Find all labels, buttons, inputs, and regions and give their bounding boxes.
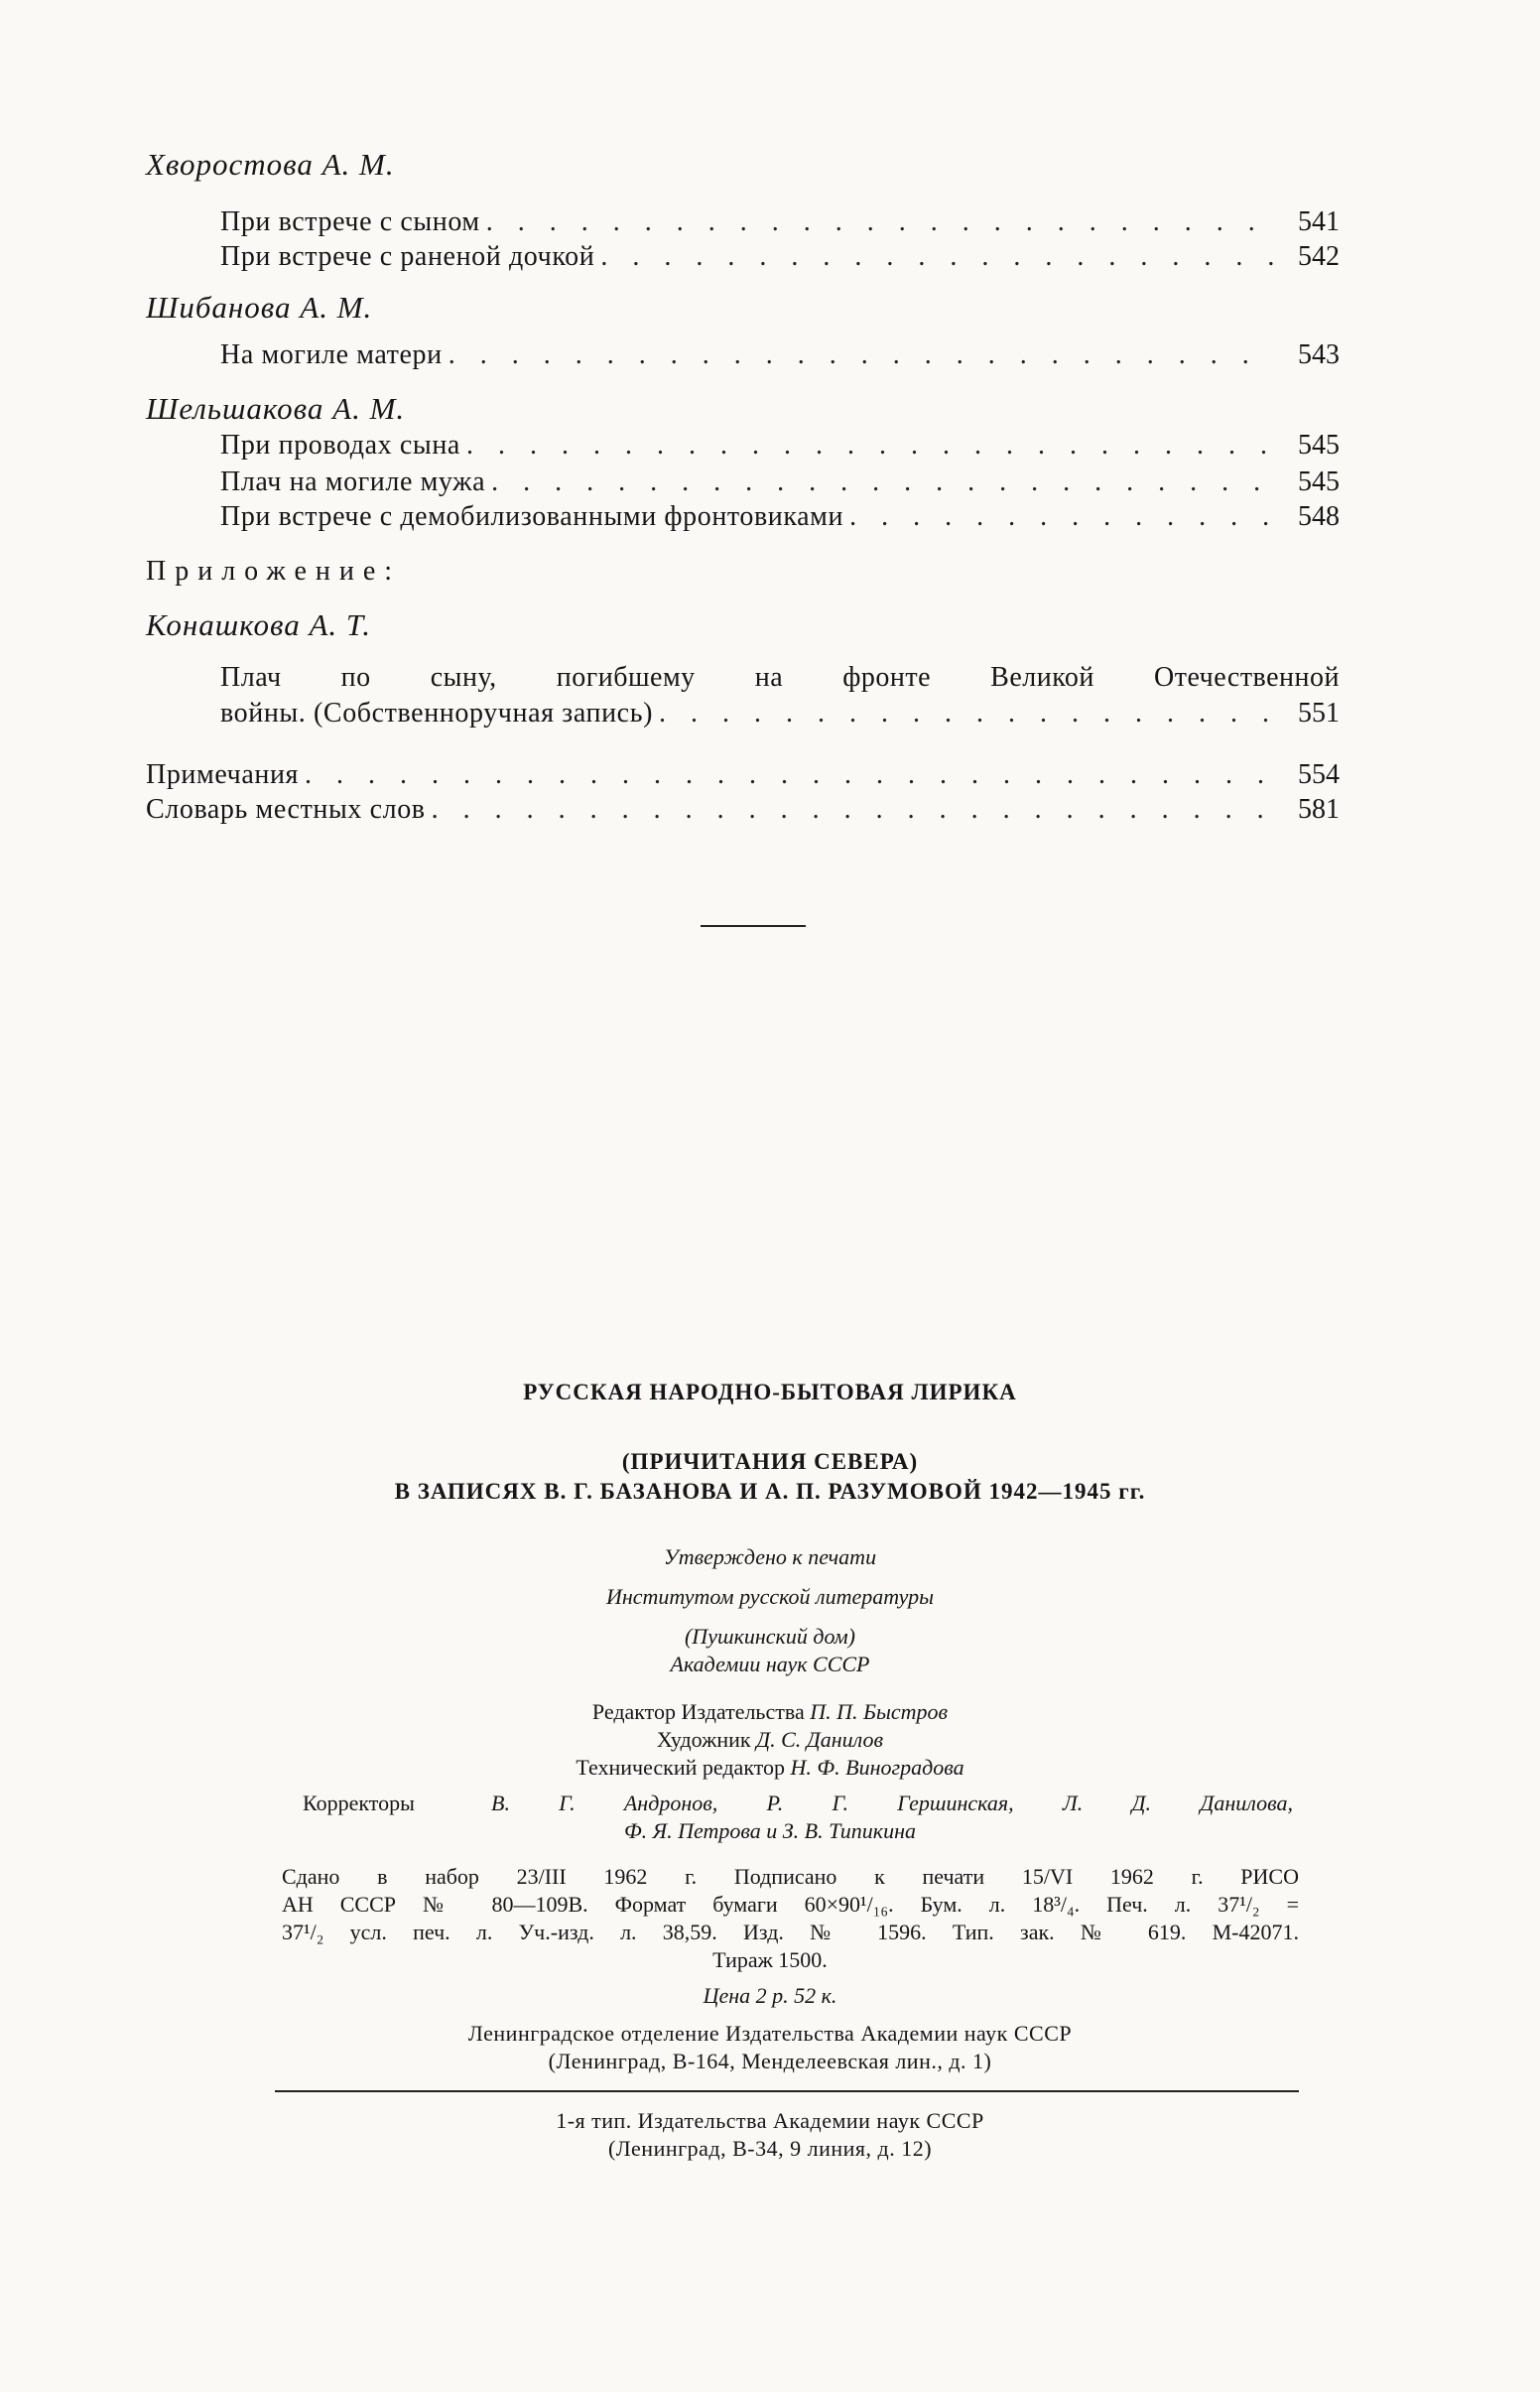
leader-dots — [432, 794, 1274, 826]
toc-entry-glossary[interactable] — [146, 794, 1340, 828]
leader-dots — [449, 339, 1274, 371]
toc-entry-page: 542 — [1298, 241, 1340, 272]
leader-dots — [466, 430, 1274, 462]
publisher-address: (Ленинград, В-164, Менделеевская лин., д. 1) — [548, 2049, 992, 2073]
toc-entry-title: При проводах сына — [220, 430, 460, 461]
toc-entry[interactable] — [220, 466, 1340, 500]
leader-dots — [491, 466, 1274, 498]
toc-entry[interactable] — [220, 241, 1340, 275]
approval-line: Утверждено к печати — [663, 1544, 877, 1569]
toc-entry[interactable] — [220, 501, 1340, 535]
toc-author-shibanova: Шибанова А. М. — [146, 290, 373, 325]
toc-author-shelshakova: Шельшакова А. М. — [146, 391, 406, 426]
toc-entry[interactable] — [220, 339, 1340, 373]
correctors-label: Корректоры — [303, 1791, 415, 1815]
toc-entry-title: Плач на могиле мужа — [220, 466, 486, 497]
leader-dots — [659, 698, 1274, 730]
toc-entry-title: При встрече с сыном — [220, 206, 480, 237]
leader-dots — [849, 501, 1274, 533]
toc-entry-page: 548 — [1298, 501, 1340, 532]
tech-editor-name: Н. Ф. Виноградова — [790, 1755, 964, 1780]
toc-entry-title: При встрече с раненой дочкой — [220, 241, 595, 272]
toc-entry-page: 545 — [1298, 466, 1340, 497]
correctors-names-line2: Ф. Я. Петрова и З. В. Типикина — [623, 1818, 917, 1843]
toc-entry-page: 541 — [1298, 206, 1340, 237]
toc-entry-notes[interactable] — [146, 759, 1340, 793]
approval-line: Академии наук СССР — [670, 1652, 870, 1676]
approval-line: (Пушкинский дом) — [684, 1624, 855, 1649]
correctors-names-line1: В. Г. Андронов, Р. Г. Гершинская, Л. Д. Данилова, — [491, 1791, 1293, 1815]
print-info-line: 37¹/₂ усл. печ. л. Уч.-изд. л. 38,59. Изд. № 1596. Тип. зак. № 619. М-42071. — [282, 1920, 1299, 1944]
toc-entry-page: 551 — [1298, 698, 1340, 729]
toc-entry-title: войны. (Собственноручная запись) — [220, 698, 653, 729]
print-info-line: АН СССР № 80—109В. Формат бумаги 60×90¹/₁₆. Бум. л. 18³/₄. Печ. л. 37¹/₂ = — [282, 1892, 1299, 1917]
toc-author-konashkova: Конашкова А. Т. — [146, 607, 371, 642]
toc-entry-page: 543 — [1298, 339, 1340, 370]
book-subtitle: (ПРИЧИТАНИЯ СЕВЕРА) — [621, 1449, 919, 1474]
artist-name: Д. С. Данилов — [756, 1727, 884, 1752]
toc-entry-page: 581 — [1298, 794, 1340, 825]
toc-entry[interactable] — [220, 698, 1340, 731]
toc-author-khvorostova: Хворостова А. М. — [146, 147, 395, 182]
editor-label: Редактор Издательства — [591, 1699, 805, 1724]
toc-entry[interactable] — [220, 206, 1340, 240]
toc-entry-title: Словарь местных слов — [146, 794, 426, 825]
section-divider — [701, 925, 806, 927]
toc-entry-title: При встрече с демобилизованными фронтовиками — [220, 501, 844, 532]
tech-editor-label: Технический редактор — [576, 1755, 786, 1780]
leader-dots — [600, 241, 1274, 273]
printer-address: (Ленинград, В-34, 9 линия, д. 12) — [607, 2136, 933, 2161]
toc-entry-page: 554 — [1298, 759, 1340, 790]
book-subtitle-2: В ЗАПИСЯХ В. Г. БАЗАНОВА И А. П. РАЗУМОВОЙ 1942—1945 гг. — [394, 1479, 1146, 1504]
editor-name: П. П. Быстров — [810, 1699, 949, 1724]
publisher-line: Ленинградское отделение Издательства Академии наук СССР — [467, 2021, 1073, 2046]
print-run: Тираж 1500. — [712, 1947, 828, 1972]
approval-line: Институтом русской литературы — [605, 1584, 935, 1609]
toc-entry-title: На могиле матери — [220, 339, 443, 370]
leader-dots — [305, 759, 1274, 791]
printer-line: 1-я тип. Издательства Академии наук СССР — [556, 2108, 984, 2133]
appendix-heading: Приложение: — [146, 556, 402, 587]
toc-entry-title-line1: Плач по сыну, погибшему на фронте Великой Отечественной — [220, 662, 1340, 693]
editor-credit — [0, 1699, 1540, 1725]
imprint-divider — [275, 2090, 1299, 2092]
toc-entry-page: 545 — [1298, 430, 1340, 461]
toc-entry[interactable] — [220, 430, 1340, 464]
toc-entry-title: Примечания — [146, 759, 300, 790]
print-info-line: Сдано в набор 23/III 1962 г. Подписано к печати 15/VI 1962 г. РИСО — [282, 1864, 1299, 1889]
artist-credit — [0, 1727, 1540, 1753]
tech-editor-credit — [0, 1755, 1540, 1781]
book-title: РУССКАЯ НАРОДНО-БЫТОВАЯ ЛИРИКА — [523, 1380, 1017, 1404]
price: Цена 2 р. 52 к. — [703, 1983, 837, 2008]
leader-dots — [486, 206, 1274, 238]
artist-label: Художник — [656, 1727, 751, 1752]
